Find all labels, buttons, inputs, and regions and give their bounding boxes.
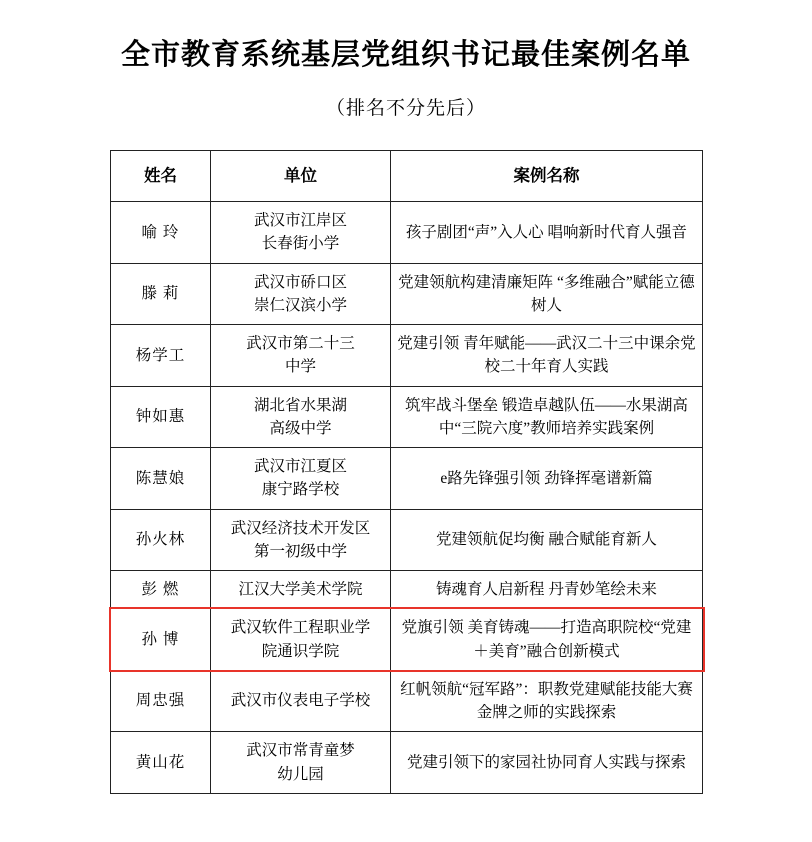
page-title: 全市教育系统基层党组织书记最佳案例名单 bbox=[120, 37, 691, 71]
table-header bbox=[111, 151, 703, 202]
cell-unit: 湖北省水果湖 高级中学 bbox=[211, 386, 391, 448]
cell-unit: 武汉市第二十三 中学 bbox=[211, 325, 391, 387]
cell-case: 筑牢战斗堡垒 锻造卓越队伍——水果湖高中“三院六度”教师培养实践案例 bbox=[391, 386, 703, 448]
roster-table-container bbox=[110, 150, 702, 794]
cell-case: 党建引领下的家园社协同育人实践与探索 bbox=[391, 732, 703, 794]
table-header-row bbox=[111, 151, 703, 202]
cell-unit: 江汉大学美术学院 bbox=[211, 571, 391, 609]
table-row bbox=[111, 386, 703, 448]
cell-unit: 武汉经济技术开发区 第一初级中学 bbox=[211, 509, 391, 571]
cell-name: 陈慧娘 bbox=[111, 448, 211, 510]
roster-table bbox=[110, 150, 703, 794]
table-row bbox=[111, 202, 703, 264]
cell-unit: 武汉市江夏区 康宁路学校 bbox=[211, 448, 391, 510]
cell-case: 党建引领 青年赋能——武汉二十三中课余党校二十年育人实践 bbox=[391, 325, 703, 387]
table-row bbox=[111, 571, 703, 609]
table-row bbox=[111, 732, 703, 794]
cell-case: 孩子剧团“声”入人心 唱响新时代育人强音 bbox=[391, 202, 703, 264]
table-row bbox=[111, 263, 703, 325]
cell-name: 钟如惠 bbox=[111, 386, 211, 448]
cell-name: 周忠强 bbox=[111, 670, 211, 732]
cell-case: 党建领航促均衡 融合赋能育新人 bbox=[391, 509, 703, 571]
cell-name: 喻 玲 bbox=[111, 202, 211, 264]
cell-unit: 武汉市硚口区 崇仁汉滨小学 bbox=[211, 263, 391, 325]
cell-unit: 武汉市常青童梦 幼儿园 bbox=[211, 732, 391, 794]
cell-name: 孙火林 bbox=[111, 509, 211, 571]
table-row bbox=[111, 670, 703, 732]
cell-case: 铸魂育人启新程 丹青妙笔绘未来 bbox=[391, 571, 703, 609]
table-row bbox=[111, 509, 703, 571]
column-header-name: 姓名 bbox=[111, 151, 211, 202]
cell-name: 孙 博 bbox=[111, 609, 211, 671]
table-row bbox=[111, 609, 703, 671]
column-header-unit: 单位 bbox=[211, 151, 391, 202]
column-header-case: 案例名称 bbox=[391, 151, 703, 202]
cell-name: 黄山花 bbox=[111, 732, 211, 794]
table-row bbox=[111, 325, 703, 387]
cell-unit: 武汉软件工程职业学 院通识学院 bbox=[211, 609, 391, 671]
cell-case: 红帆领航“冠军路”：职教党建赋能技能大赛金牌之师的实践探索 bbox=[391, 670, 703, 732]
cell-name: 彭 燃 bbox=[111, 571, 211, 609]
table-row bbox=[111, 448, 703, 510]
cell-case: 党建领航构建清廉矩阵 “多维融合”赋能立德树人 bbox=[391, 263, 703, 325]
document-page bbox=[0, 32, 812, 842]
page-subtitle: （排名不分先后） bbox=[325, 97, 486, 119]
cell-name: 滕 莉 bbox=[111, 263, 211, 325]
cell-case: e路先锋强引领 劲锋挥毫谱新篇 bbox=[391, 448, 703, 510]
cell-name: 杨学工 bbox=[111, 325, 211, 387]
cell-unit: 武汉市仪表电子学校 bbox=[211, 670, 391, 732]
table-body bbox=[111, 202, 703, 794]
cell-unit: 武汉市江岸区 长春街小学 bbox=[211, 202, 391, 264]
cell-case: 党旗引领 美育铸魂——打造高职院校“党建＋美育”融合创新模式 bbox=[391, 609, 703, 671]
